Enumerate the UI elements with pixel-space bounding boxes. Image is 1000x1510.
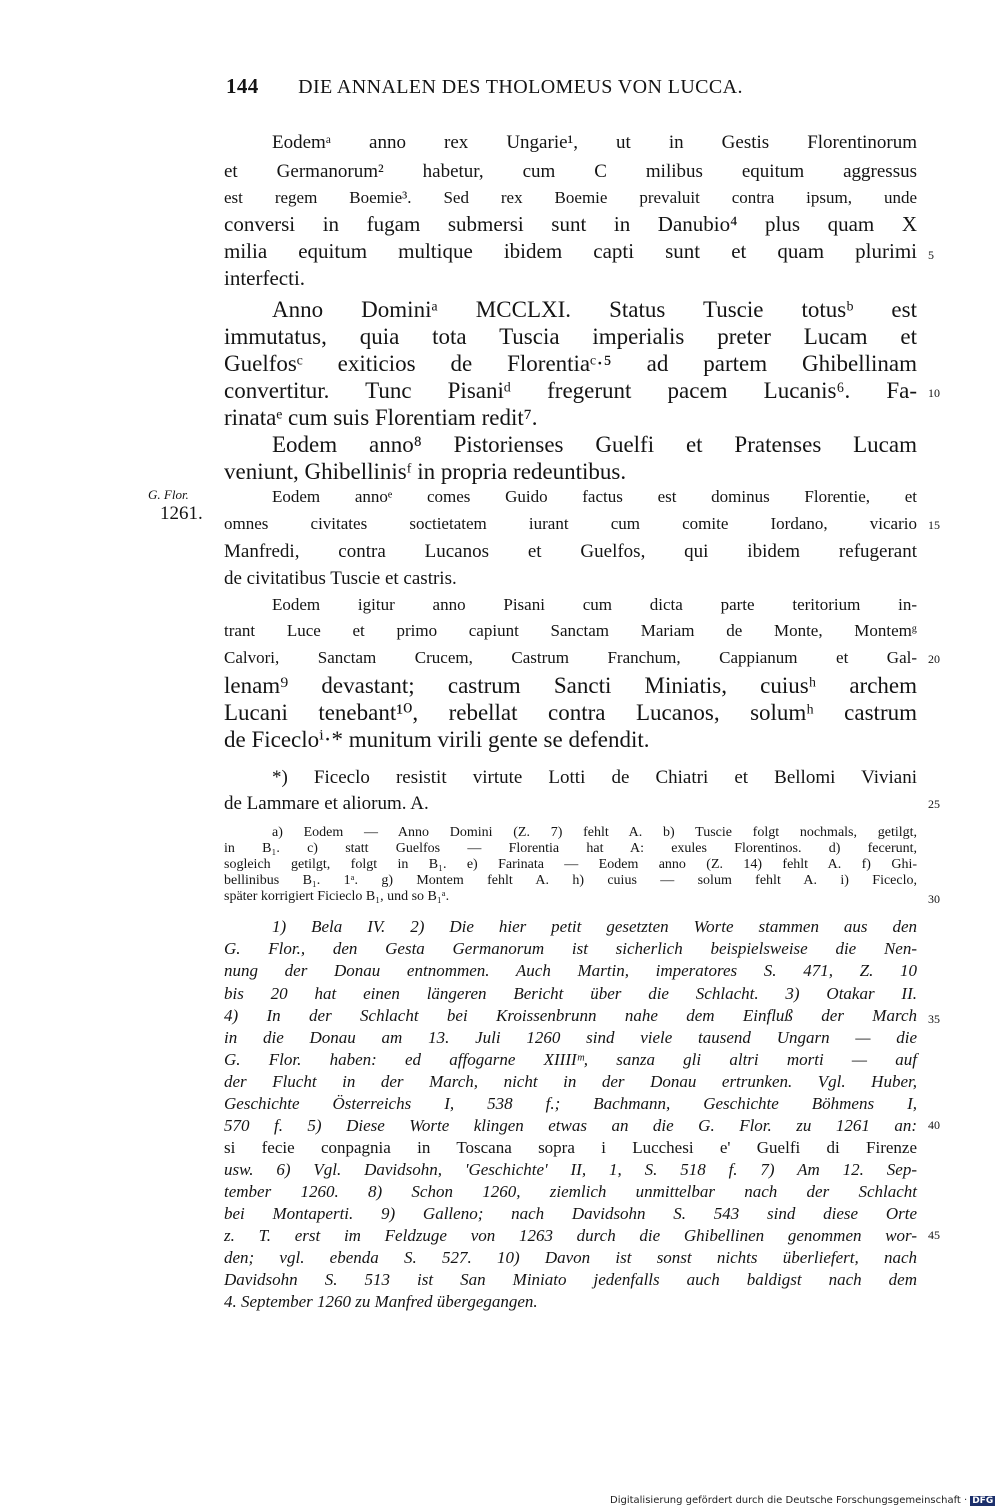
- note-line: 4. September 1260 zu Manfred übergegangen.: [224, 1292, 538, 1311]
- variant-line: sogleich getilgt, folgt in B₁. e) Farinata — Eodem anno (Z. 14) fehlt A. f) Ghi-: [224, 857, 917, 872]
- text-line: Calvori, Sanctam Crucem, Castrum Franchum, Cappianum et Gal-: [224, 648, 917, 667]
- text-line: conversi in fugam submersi sunt in Danubio⁴ plus quam X: [224, 212, 917, 236]
- text-line: omnes civitates soctietatem iurant cum comite Iordano, vicario: [224, 514, 917, 533]
- margin-source: G. Flor.: [148, 487, 189, 502]
- note-line: G. Flor., den Gesta Germanorum ist sicherlich beispielsweise die Nen-: [224, 939, 917, 958]
- text-line: immutatus, quia tota Tuscia imperialis preter Lucam et: [224, 324, 917, 349]
- text-line: Eodem igitur anno Pisani cum dicta parte teritorium in-: [272, 595, 917, 614]
- note-line: si fecie conpagnia in Toscana sopra i Lucchesi e' Guelfi di Firenze: [224, 1138, 917, 1157]
- text-line: de Ficecloⁱ·* munitum virili gente se defendit.: [224, 727, 650, 752]
- text-line: Guelfosᶜ exiticios de Florentiaᶜ·⁵ ad partem Ghibellinam: [224, 351, 917, 376]
- text-line: convertitur. Tunc Pisaniᵈ fregerunt pacem Lucanis⁶. Fa-: [224, 378, 917, 403]
- note-line: G. Flor. haben: ed affogarne XIIIIᵐ, sanza gli altri morti — auf: [224, 1050, 917, 1069]
- line-number: 10: [928, 386, 940, 400]
- text-line: Lucani tenebant¹⁰, rebellat contra Lucanos, solumʰ castrum: [224, 700, 917, 725]
- note-line: nung der Donau entnommen. Auch Martin, imperatores S. 471, Z. 10: [224, 961, 917, 980]
- margin-note: [148, 487, 203, 525]
- line-number: 30: [928, 892, 940, 906]
- text-line: rinataᵉ cum suis Florentiam redit⁷.: [224, 405, 538, 430]
- text-line: Manfredi, contra Lucanos et Guelfos, qui ibidem refugerant: [224, 541, 917, 562]
- variant-line: a) Eodem — Anno Domini (Z. 7) fehlt A. b) Tuscie folgt nochmals, getilgt,: [272, 825, 917, 840]
- note-line: der Flucht in der March, nicht in der Donau ertrunken. Vgl. Huber,: [224, 1072, 917, 1091]
- page-title: DIE ANNALEN DES THOLOMEUS VON LUCCA.: [298, 76, 743, 98]
- text-line: de civitatibus Tuscie et castris.: [224, 568, 457, 589]
- text-line: Eodem anno⁸ Pistorienses Guelfi et Pratenses Lucam: [272, 432, 917, 457]
- note-line: in die Donau am 13. Juli 1260 sind viele tausend Ungarn — die: [224, 1028, 917, 1047]
- note-line: 570 f. 5) Diese Worte klingen etwas an die G. Flor. zu 1261 an:: [224, 1116, 917, 1135]
- line-number: 5: [928, 248, 934, 262]
- running-header: [226, 74, 832, 99]
- line-number: 40: [928, 1118, 940, 1132]
- note-line: bis 20 hat einen längeren Bericht über die Schlacht. 3) Otakar II.: [224, 984, 917, 1003]
- text-line: Eodemᵃ anno rex Ungarie¹, ut in Gestis Florentinorum: [272, 132, 917, 153]
- note-line: tember 1260. 8) Schon 1260, ziemlich unmittelbar nach der Schlacht: [224, 1182, 917, 1201]
- line-number: 15: [928, 518, 940, 532]
- page-number: 144: [226, 74, 259, 98]
- text-line: interfecti.: [224, 266, 306, 290]
- text-line: lenam⁹ devastant; castrum Sancti Miniatis, cuiusʰ archem: [224, 673, 917, 698]
- line-number: 45: [928, 1228, 940, 1242]
- note-line: bei Montaperti. 9) Galleno; nach Davidsohn S. 543 sind diese Orte: [224, 1204, 917, 1223]
- text-line: et Germanorum² habetur, cum C milibus equitum aggressus: [224, 161, 917, 182]
- note-line: 4) In der Schlacht bei Kroissenbrunn nahe dem Einfluß der March: [224, 1006, 917, 1025]
- variant-line: später korrigiert Ficieclo B₁, und so B₁ᵃ.: [224, 889, 450, 904]
- footnote-line: *) Ficeclo resistit virtute Lotti de Chiatri et Bellomi Viviani: [272, 767, 917, 788]
- note-line: den; vgl. ebenda S. 527. 10) Davon ist sonst nichts überliefert, nach: [224, 1248, 917, 1267]
- text-line: Eodem annoᵉ comes Guido factus est dominus Florentie, et: [272, 487, 917, 506]
- note-line: z. T. erst im Feldzuge von 1263 durch die Ghibellinen genommen wor-: [224, 1226, 917, 1245]
- line-number: 25: [928, 797, 940, 811]
- credit-text: Digitalisierung gefördert durch die Deutsche Forschungsgemeinschaft ·: [610, 1495, 968, 1506]
- digitization-credit: [610, 1495, 994, 1509]
- variant-line: in B₁. c) statt Guelfos — Florentia hat A: exules Florentinos. d) fecerunt,: [224, 841, 917, 856]
- note-line: 1) Bela IV. 2) Die hier petit gesetzten Worte stammen aus den: [272, 917, 917, 936]
- line-number: 20: [928, 652, 940, 666]
- text-line: est regem Boemie³. Sed rex Boemie prevaluit contra ipsum, unde: [224, 188, 917, 207]
- variant-line: bellinibus B₁. 1ᵃ. g) Montem fehlt A. h) cuius — solum fehlt A. i) Ficeclo,: [224, 873, 917, 888]
- text-line: trant Luce et primo capiunt Sanctam Mariam de Monte, Montemᵍ: [224, 621, 917, 640]
- footnote-line: de Lammare et aliorum. A.: [224, 793, 429, 814]
- note-line: Davidsohn S. 513 ist San Miniato jedenfalls auch baldigst nach dem: [224, 1270, 917, 1289]
- text-line: milia equitum multique ibidem capti sunt et quam plurimi: [224, 239, 917, 263]
- text-line: veniunt, Ghibellinisᶠ in propria redeuntibus.: [224, 459, 627, 484]
- note-line: usw. 6) Vgl. Davidsohn, 'Geschichte' II, 1, S. 518 f. 7) Am 12. Sep-: [224, 1160, 917, 1179]
- line-number: 35: [928, 1012, 940, 1026]
- note-line: Geschichte Österreichs I, 538 f.; Bachmann, Geschichte Böhmens I,: [224, 1094, 917, 1113]
- dfg-logo: DFG: [972, 1496, 994, 1506]
- text-line: Anno Dominiᵃ MCCLXI. Status Tuscie totusᵇ est: [272, 297, 917, 322]
- margin-year: 1261.: [160, 503, 203, 524]
